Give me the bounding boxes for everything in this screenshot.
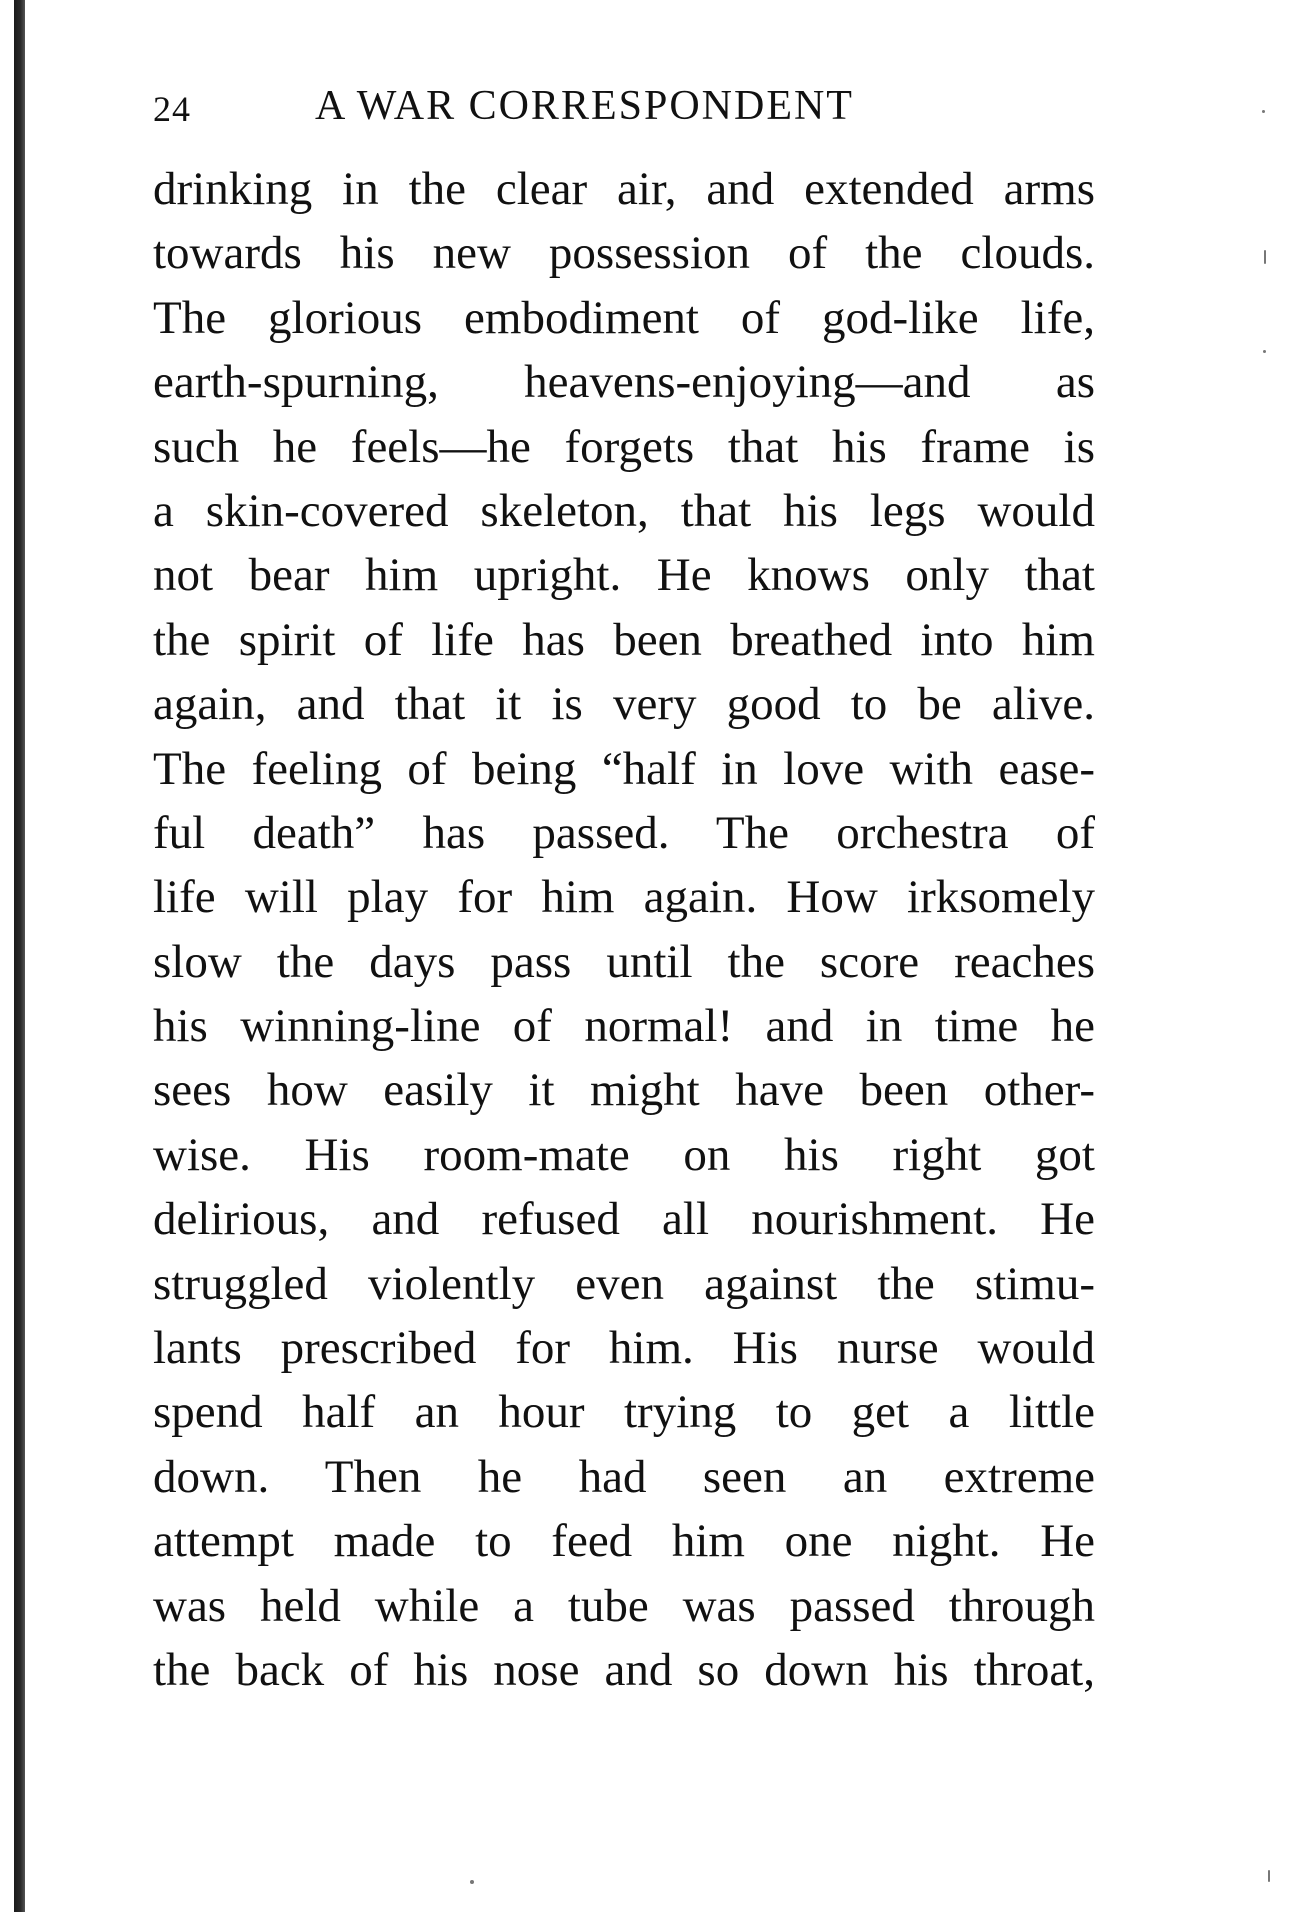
book-page bbox=[153, 0, 1095, 1912]
text-line: the back of his nose and so down his throat, bbox=[153, 1643, 1095, 1696]
text-line: slow the days pass until the score reaches bbox=[153, 935, 1095, 988]
text-line: The feeling of being “half in love with ease- bbox=[153, 742, 1095, 795]
text-line: again, and that it is very good to be alive. bbox=[153, 678, 1095, 731]
paper-speck bbox=[1262, 110, 1265, 113]
body-text bbox=[153, 157, 1095, 1702]
running-title: A WAR CORRESPONDENT bbox=[315, 83, 854, 129]
text-line: attempt made to feed him one night. He bbox=[153, 1515, 1095, 1568]
page-number: 24 bbox=[153, 89, 191, 129]
text-line: the spirit of life has been breathed into him bbox=[153, 613, 1095, 666]
text-line: wise. His room-mate on his right got bbox=[153, 1128, 1095, 1181]
text-line: such he feels—he forgets that his frame is bbox=[153, 420, 1095, 473]
text-line: was held while a tube was passed through bbox=[153, 1579, 1095, 1632]
text-line: lants prescribed for him. His nurse would bbox=[153, 1322, 1095, 1375]
text-line: life will play for him again. How irksomely bbox=[153, 871, 1095, 924]
paper-speck bbox=[470, 1880, 474, 1884]
text-line: towards his new possession of the clouds. bbox=[153, 227, 1095, 280]
text-line: spend half an hour trying to get a little bbox=[153, 1386, 1095, 1439]
text-line: not bear him upright. He knows only that bbox=[153, 549, 1095, 602]
text-line: down. Then he had seen an extreme bbox=[153, 1450, 1095, 1503]
text-line: The glorious embodiment of god-like life, bbox=[153, 291, 1095, 344]
text-line: his winning-line of normal! and in time he bbox=[153, 1000, 1095, 1053]
text-line: struggled violently even against the stimu- bbox=[153, 1257, 1095, 1310]
text-line: earth-spurning, heavens-enjoying—and as bbox=[153, 356, 1095, 409]
text-line: ful death” has passed. The orchestra of bbox=[153, 806, 1095, 859]
paper-speck bbox=[1264, 250, 1266, 264]
paper-speck bbox=[1263, 350, 1266, 353]
text-line: a skin-covered skeleton, that his legs would bbox=[153, 484, 1095, 537]
text-line: sees how easily it might have been other- bbox=[153, 1064, 1095, 1117]
running-head bbox=[153, 82, 1095, 142]
page-binding-edge bbox=[14, 0, 25, 1912]
text-line: drinking in the clear air, and extended arms bbox=[153, 163, 1095, 215]
text-line: delirious, and refused all nourishment. He bbox=[153, 1193, 1095, 1246]
paper-speck bbox=[1268, 1870, 1270, 1882]
